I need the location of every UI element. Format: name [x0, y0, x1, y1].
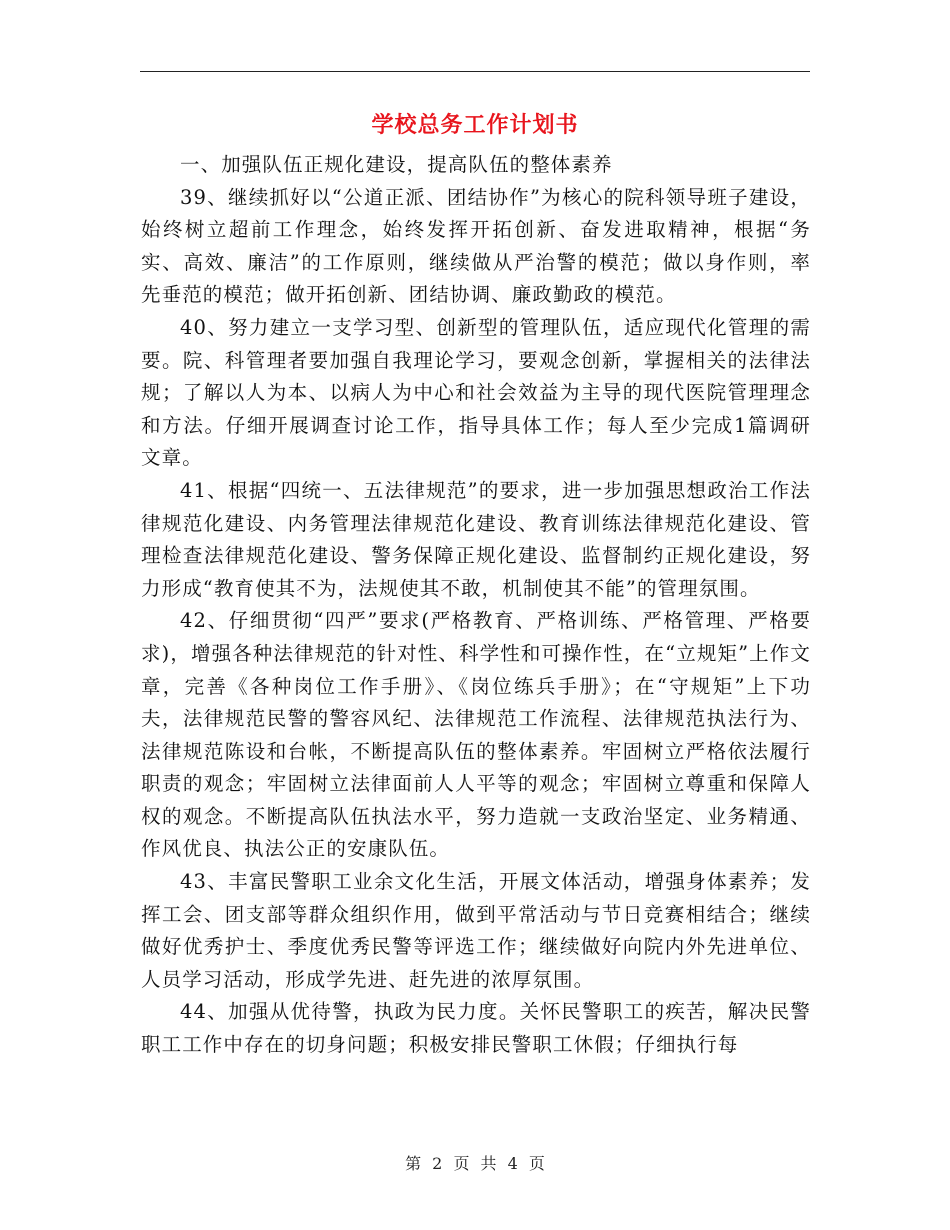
paragraph-42: 42、仔细贯彻“四严”要求(严格教育、严格训练、严格管理、严格要求)，增强各种法律规范的针对性、科学性和可操作性，在“立规矩”上作文章，完善《各种岗位工作手册》、《岗位练兵手册》；在“守规矩”上下功夫，法律规范民警的警容风纪、法律规范工作流程、法律规范执法行为、法律规范陈设和台帐，不断提高队伍的整体素养。牢固树立严格依法履行职责的观念；牢固树立法律面前人人平等的观念；牢固树立尊重和保障人权的观念。不断提高队伍执法水平，努力造就一支政治坚定、业务精通、作风优良、执法公正的安康队伍。 — [141, 609, 811, 861]
document-title: 学校总务工作计划书 — [371, 112, 579, 138]
header-rule — [140, 71, 810, 72]
paragraph-44: 44、加强从优待警，执政为民力度。关怀民警职工的疾苦，解决民警职工工作中存在的切身问题；积极安排民警职工休假；仔细执行每 — [141, 1000, 811, 1057]
document-body — [141, 149, 811, 1062]
paragraph-43: 43、丰富民警职工业余文化生活，开展文体活动，增强身体素养；发挥工会、团支部等群众组织作用，做到平常活动与节日竞赛相结合；继续做好优秀护士、季度优秀民警等评选工作；继续做好向院内外先进单位、人员学习活动，形成学先进、赶先进的浓厚氛围。 — [141, 870, 811, 991]
paragraph-40: 40、努力建立一支学习型、创新型的管理队伍，适应现代化管理的需要。院、科管理者要加强自我理论学习，要观念创新，掌握相关的法律法规；了解以人为本、以病人为中心和社会效益为主导的现代医院管理理念和方法。仔细开展调查讨论工作，指导具体工作；每人至少完成1篇调研文章。 — [141, 315, 811, 470]
page-number-footer: 第 2 页 共 4 页 — [405, 1154, 545, 1173]
paragraph-39: 39、继续抓好以“公道正派、团结协作”为核心的院科领导班子建设，始终树立超前工作理念，始终发挥开拓创新、奋发进取精神，根据“务实、高效、廉洁”的工作原则，继续做从严治警的模范；做以身作则，率先垂范的模范；做开拓创新、团结协调、廉政勤政的模范。 — [141, 185, 811, 307]
paragraph-41: 41、根据“四统一、五法律规范”的要求，进一步加强思想政治工作法律规范化建设、内务管理法律规范化建设、教育训练法律规范化建设、管理检查法律规范化建设、警务保障正规化建设、监督制约正规化建设，努力形成“教育使其不为，法规使其不敢，机制使其不能”的管理氛围。 — [141, 478, 811, 600]
section-heading: 一、加强队伍正规化建设，提高队伍的整体素养 — [180, 153, 613, 176]
